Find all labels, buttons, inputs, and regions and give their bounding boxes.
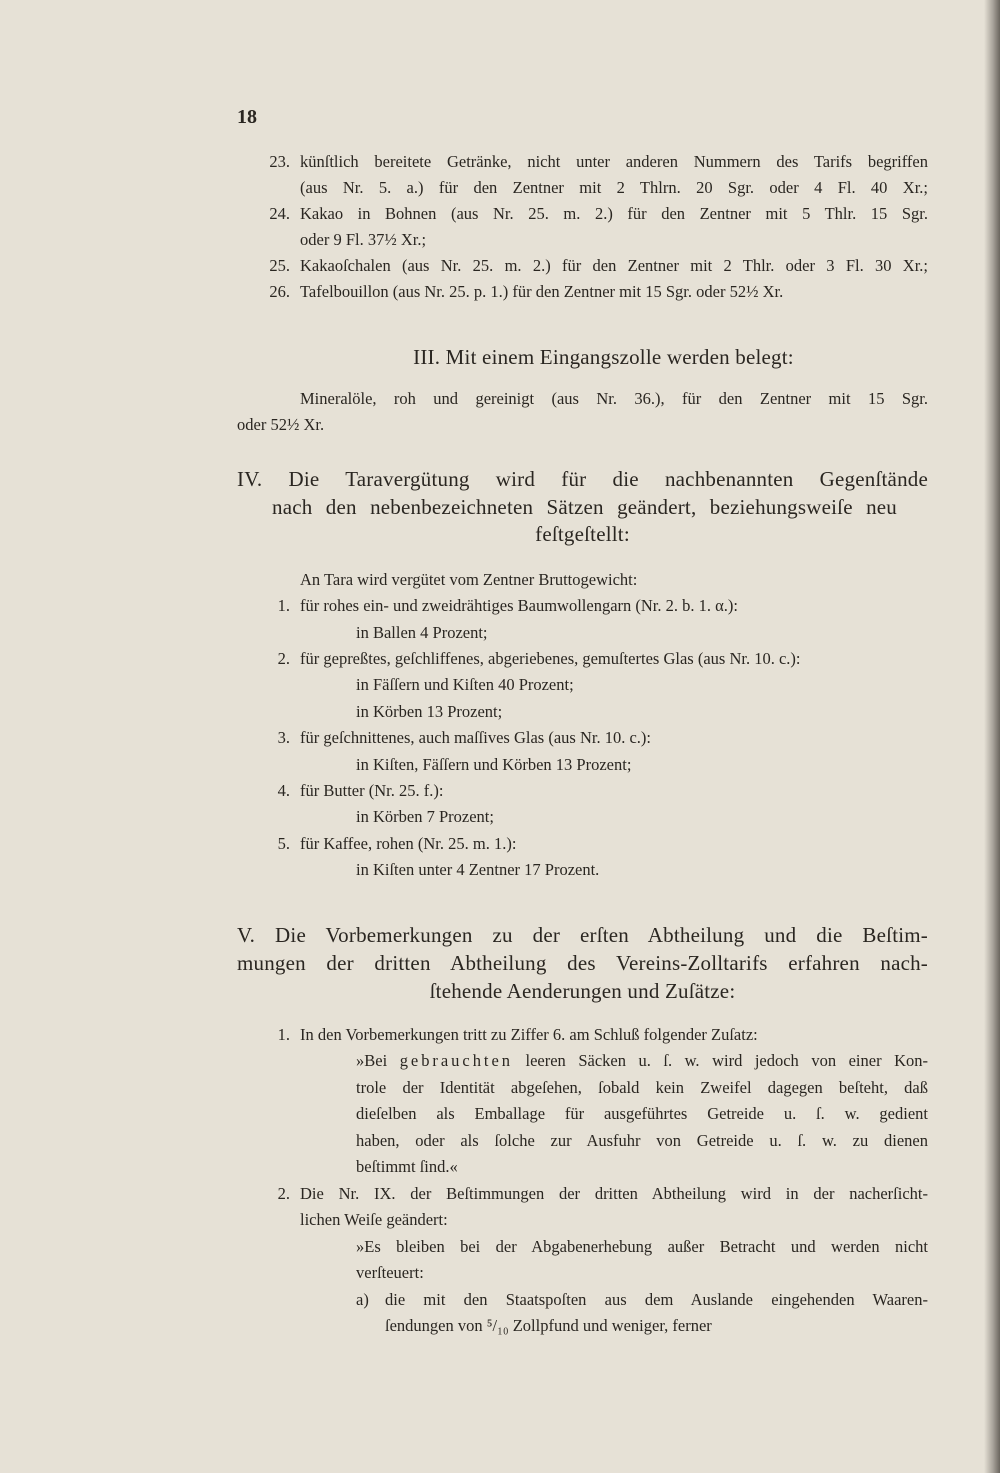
item-number: 2. xyxy=(277,1183,290,1203)
section-heading xyxy=(237,921,928,1005)
item-number: 4. xyxy=(277,780,290,800)
sub-item-line: die mit den Staatspoſten aus dem Auslande eingehenden Waaren- xyxy=(385,1289,928,1309)
quote-text: leeren Säcken u. ſ. w. wird jedoch von einer Kon- xyxy=(525,1051,928,1071)
item-text-line: für geſchnittenes, auch maſſives Glas (aus Nr. 10. c.): xyxy=(300,728,651,748)
item-number: 25. xyxy=(269,256,290,275)
item-text-line: für rohes ein- und zweidrähtiges Baumwollengarn (Nr. 2. b. 1. α.): xyxy=(300,596,738,616)
list-item xyxy=(237,778,928,804)
sub-item-line: ſendungen von ⁵/₁₀ Zollpfund und weniger, ferner xyxy=(385,1315,712,1335)
section-heading xyxy=(237,343,948,371)
section-heading-text: Die Vorbemerkungen zu der erſten Abtheilung und die Beſtim- xyxy=(275,923,928,947)
item-number: 3. xyxy=(277,728,290,748)
list-item xyxy=(237,149,928,201)
list-item xyxy=(237,831,928,857)
item-number: 1. xyxy=(277,596,290,616)
item-text-line: künſtlich bereitete Getränke, nicht unter anderen Nummern des Tarifs begriffen xyxy=(300,152,928,171)
section-heading xyxy=(237,466,928,549)
item-text-line: für Kaffee, rohen (Nr. 25. m. 1.): xyxy=(300,833,517,853)
list-item xyxy=(237,1181,928,1234)
quote-line: haben, oder als ſolche zur Ausfuhr von Getreide u. ſ. w. zu dienen xyxy=(356,1130,928,1150)
item-text-line: Kakaoſchalen (aus Nr. 25. m. 2.) für den Zentner mit 2 Thlr. oder 3 Fl. 30 Xr.; xyxy=(300,256,928,275)
item-number: 2. xyxy=(277,649,290,669)
quote-line: »Es bleiben bei der Abgabenerhebung außer Betracht und werden nicht xyxy=(356,1236,928,1256)
item-number: 26. xyxy=(269,282,290,301)
item-number: 23. xyxy=(269,152,290,171)
section-heading-text: Die Taravergütung wird für die nachbenannten Gegenſtände xyxy=(288,467,928,491)
item-text-line: Tafelbouillon (aus Nr. 25. p. 1.) für den Zentner mit 15 Sgr. oder 52½ Xr. xyxy=(300,282,784,301)
intro-line: An Tara wird vergütet vom Zentner Bruttogewicht: xyxy=(300,570,638,589)
quote-text: »Bei xyxy=(356,1051,388,1071)
quote-line xyxy=(356,1048,928,1074)
item-text-line: (aus Nr. 5. a.) für den Zentner mit 2 Thlrn. 20 Sgr. oder 4 Fl. 40 Xr.; xyxy=(300,178,928,197)
section-body xyxy=(237,1022,928,1339)
list-item xyxy=(237,593,928,619)
section-numeral: III. xyxy=(413,345,441,369)
paragraph-line: Mineralöle, roh und gereinigt (aus Nr. 36.), für den Zentner mit 15 Sgr. xyxy=(300,389,928,408)
section-heading-line: feſtgeſtellt: xyxy=(535,522,630,546)
list-item xyxy=(237,646,928,672)
page-number: 18 xyxy=(237,106,257,128)
quote-line: beſtimmt ſind.« xyxy=(356,1157,458,1177)
item-text-line: oder 9 Fl. 37½ Xr.; xyxy=(300,230,427,249)
quote-line: dieſelben als Emballage für ausgeführtes Getreide u. ſ. w. gedient xyxy=(356,1104,928,1124)
list-item xyxy=(237,725,928,751)
tariff-item-list xyxy=(237,149,928,305)
section-heading-line: ſtehende Aenderungen und Zuſätze: xyxy=(429,979,736,1003)
rate-line: in Körben 7 Prozent; xyxy=(356,807,494,827)
item-text-line: Die Nr. IX. der Beſtimmungen der dritten Abtheilung wird in der nacherſicht- xyxy=(300,1183,928,1203)
quote-line: verſteuert: xyxy=(356,1263,424,1283)
section-body xyxy=(237,386,928,437)
section-heading-text: Mit einem Eingangszolle werden belegt: xyxy=(445,345,794,369)
rate-line: in Körben 13 Prozent; xyxy=(356,701,503,721)
rate-line: in Kiſten unter 4 Zentner 17 Prozent. xyxy=(356,859,600,879)
item-text-line: lichen Weiſe geändert: xyxy=(300,1210,448,1230)
list-item xyxy=(237,253,928,279)
section-heading-line xyxy=(237,466,928,494)
section-body xyxy=(237,567,928,883)
paragraph-line: oder 52½ Xr. xyxy=(237,414,325,434)
item-text-line: für Butter (Nr. 25. f.): xyxy=(300,780,444,800)
sub-item xyxy=(356,1287,928,1340)
item-number: 1. xyxy=(277,1025,290,1044)
item-text-line: für gepreßtes, geſchliffenes, abgeriebenes, gemuſtertes Glas (aus Nr. 10. c.): xyxy=(300,649,801,669)
item-text-line: In den Vorbemerkungen tritt zu Ziffer 6. am Schluß folgender Zuſatz: xyxy=(300,1025,758,1044)
rate-line: in Fäſſern und Kiſten 40 Prozent; xyxy=(356,675,574,695)
item-text-line: Kakao in Bohnen (aus Nr. 25. m. 2.) für den Zentner mit 5 Thlr. 15 Sgr. xyxy=(300,204,928,223)
section-numeral: V. xyxy=(237,923,256,947)
list-item xyxy=(237,279,928,305)
section-heading-line: mungen der dritten Abtheilung des Vereins-Zolltarifs erfahren nach- xyxy=(237,951,928,975)
rate-line: in Ballen 4 Prozent; xyxy=(356,622,488,642)
emphasized-word: gebrauchten xyxy=(399,1051,513,1071)
quote-line: trole der Identität abgeſehen, ſobald kein Zweifel dagegen beſteht, daß xyxy=(356,1077,928,1097)
page-binding-edge xyxy=(984,0,1000,1473)
section-heading-line xyxy=(237,921,928,949)
list-item xyxy=(237,201,928,253)
rate-line: in Kiſten, Fäſſern und Körben 13 Prozent; xyxy=(356,754,632,774)
sub-item-label: a) xyxy=(356,1289,369,1309)
item-number: 24. xyxy=(269,204,290,223)
section-heading-line: nach den nebenbezeichneten Sätzen geändert, beziehungsweiſe neu xyxy=(272,494,897,519)
item-number: 5. xyxy=(277,833,290,853)
section-numeral: IV. xyxy=(237,467,263,491)
list-item xyxy=(237,1022,928,1048)
